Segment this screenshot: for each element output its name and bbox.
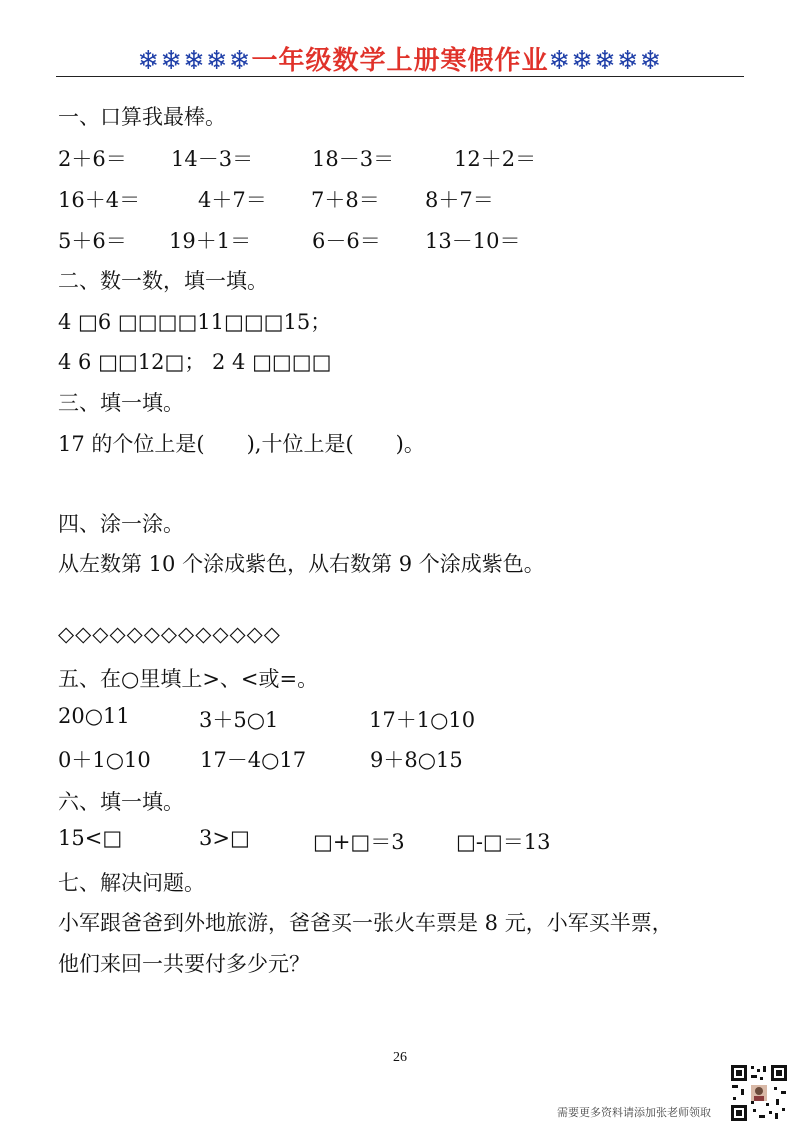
section1-row-2 (58, 184, 758, 212)
section1-heading: 一、口算我最棒。 (58, 105, 226, 129)
title-text: 一年级数学上册寒假作业 (251, 46, 549, 76)
section4-instruction: 从左数第 10 个涂成紫色，从右数第 9 个涂成紫色。 (58, 552, 545, 576)
comparison: 3＋5○1 (199, 708, 279, 732)
comparison: 0＋1○10 (58, 748, 151, 772)
fill-blank: 15<□ (58, 826, 123, 850)
section2-sequence-1: 4 □6 □□□□11□□□15； (58, 310, 332, 334)
page-title (0, 40, 800, 77)
snowflake-icons-left: ❄❄❄❄❄ (137, 46, 252, 76)
qr-code-icon (729, 1063, 789, 1123)
section1-row-3 (58, 225, 758, 253)
header-divider (56, 76, 744, 77)
section3-heading: 三、填一填。 (58, 391, 184, 415)
section3-question: 17 的个位上是( ),十位上是( )。 (58, 432, 425, 456)
section7-problem-line-1: 小军跟爸爸到外地旅游，爸爸买一张火车票是 8 元，小军买半票， (58, 911, 673, 935)
section7-problem-line-2: 他们来回一共要付多少元？ (58, 952, 310, 976)
section6-row (58, 826, 758, 854)
section7-heading: 七、解决问题。 (58, 871, 205, 895)
problem: 16＋4＝ (58, 188, 141, 212)
footer-note: 需要更多资料请添加张老师领取 (557, 1106, 711, 1119)
problem: 18－3＝ (312, 147, 395, 171)
page-number: 26 (393, 1050, 407, 1065)
section5-heading: 五、在○里填上>、<或=。 (58, 667, 319, 691)
diamond-row: ◇◇◇◇◇◇◇◇◇◇◇◇◇ (58, 622, 281, 646)
problem: 6－6＝ (312, 229, 381, 253)
comparison: 17＋1○10 (369, 708, 476, 732)
problem: 14－3＝ (171, 147, 254, 171)
problem: 7＋8＝ (311, 188, 380, 212)
section2-heading: 二、数一数，填一填。 (58, 269, 268, 293)
fill-blank: 3>□ (199, 826, 250, 850)
comparison: 20○11 (58, 704, 130, 728)
snowflake-icons-right: ❄❄❄❄❄ (548, 46, 663, 76)
section5-row-2 (58, 744, 758, 772)
section5-row-1 (58, 704, 758, 732)
problem: 8＋7＝ (425, 188, 494, 212)
problem: 5＋6＝ (58, 229, 127, 253)
problem: 13－10＝ (425, 229, 521, 253)
section6-heading: 六、填一填。 (58, 790, 184, 814)
problem: 12＋2＝ (454, 147, 537, 171)
problem: 19＋1＝ (169, 229, 252, 253)
fill-blank: □-□＝13 (456, 830, 551, 854)
comparison: 17－4○17 (200, 748, 307, 772)
section4-heading: 四、涂一涂。 (58, 512, 184, 536)
fill-blank: □+□＝3 (313, 830, 405, 854)
section1-row-1 (58, 143, 758, 171)
problem: 4＋7＝ (198, 188, 267, 212)
section2-sequence-2: 4 6 □□12□； 2 4 □□□□ (58, 350, 332, 374)
problem: 2＋6＝ (58, 147, 127, 171)
comparison: 9＋8○15 (370, 748, 463, 772)
